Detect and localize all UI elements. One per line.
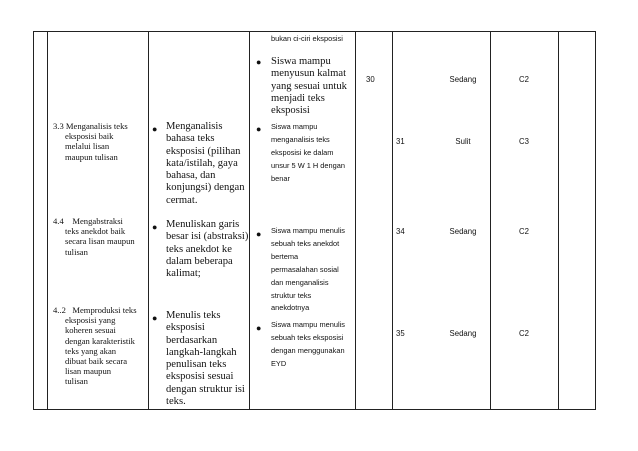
bullet: ● bbox=[256, 229, 262, 239]
item-number: 35 bbox=[396, 329, 405, 338]
item-number: 34 bbox=[396, 227, 405, 236]
item-number: 31 bbox=[396, 137, 405, 146]
grid-line bbox=[33, 31, 595, 32]
cognitive-level: C2 bbox=[519, 329, 529, 338]
grid-line bbox=[249, 31, 250, 410]
difficulty-level: Sedang bbox=[449, 329, 477, 338]
grid-line bbox=[148, 31, 149, 410]
bullet: ● bbox=[152, 124, 158, 134]
cognitive-level: C2 bbox=[519, 75, 529, 84]
material-text: Siswa mampu menulis sebuah teks anekdot bertema permasalahan sosial dan menganalisis struktur teks anekdotnya bbox=[271, 226, 345, 313]
bullet: ● bbox=[256, 57, 262, 67]
bullet: ● bbox=[152, 222, 158, 232]
material-text: Siswa mampu menyusun kalmat yang sesuai untuk menjadi teks eksposisi bbox=[271, 56, 347, 117]
grid-line bbox=[595, 31, 596, 410]
bullet: ● bbox=[152, 313, 158, 323]
difficulty-level: Sulit bbox=[455, 137, 471, 146]
cognitive-level: C3 bbox=[519, 137, 529, 146]
grid-line bbox=[47, 31, 48, 410]
indicator-text: Menulis teks eksposisi berdasarkan langkah-langkah penulisan teks eksposisi sesuai dengan struktur isi teks. bbox=[166, 310, 245, 408]
grid-line bbox=[490, 31, 491, 410]
bullet: ● bbox=[256, 124, 262, 134]
item-number: 30 bbox=[366, 75, 375, 84]
competency-text: 3.3 Menganalisis teks eksposisi baik melalui lisan maupun tulisan bbox=[53, 121, 128, 162]
indicator-text: Menganalisis bahasa teks eksposisi (pilihan kata/istilah, gaya bahasa, dan konjungsi) dengan cermat. bbox=[166, 121, 245, 206]
competency-text: 4.4 Mengabstraksi teks anekdot baik secara lisan maupun tulisan bbox=[53, 216, 135, 257]
grid-line bbox=[33, 409, 595, 410]
material-text: Siswa mampu menulis sebuah teks eksposisi dengan menggunakan EYD bbox=[271, 320, 345, 368]
difficulty-level: Sedang bbox=[449, 227, 477, 236]
cognitive-level: C2 bbox=[519, 227, 529, 236]
continued-material-text: bukan ci-ciri eksposisi bbox=[271, 34, 343, 43]
competency-text: 4..2 Memproduksi teks eksposisi yang koheren sesuai dengan karakteristik teks yang akan dibuat baik secara lisan maupun tulisan bbox=[53, 305, 137, 387]
difficulty-level: Sedang bbox=[449, 75, 477, 84]
grid-line bbox=[33, 31, 34, 410]
grid-line bbox=[392, 31, 393, 410]
grid-line bbox=[355, 31, 356, 410]
grid-line bbox=[558, 31, 559, 410]
material-text: Siswa mampu menganalisis teks eksposisi ke dalam unsur 5 W 1 H dengan benar bbox=[271, 122, 345, 183]
bullet: ● bbox=[256, 323, 262, 333]
indicator-text: Menuliskan garis besar isi (abstraksi) teks anekdot ke dalam beberapa kalimat; bbox=[166, 219, 249, 280]
